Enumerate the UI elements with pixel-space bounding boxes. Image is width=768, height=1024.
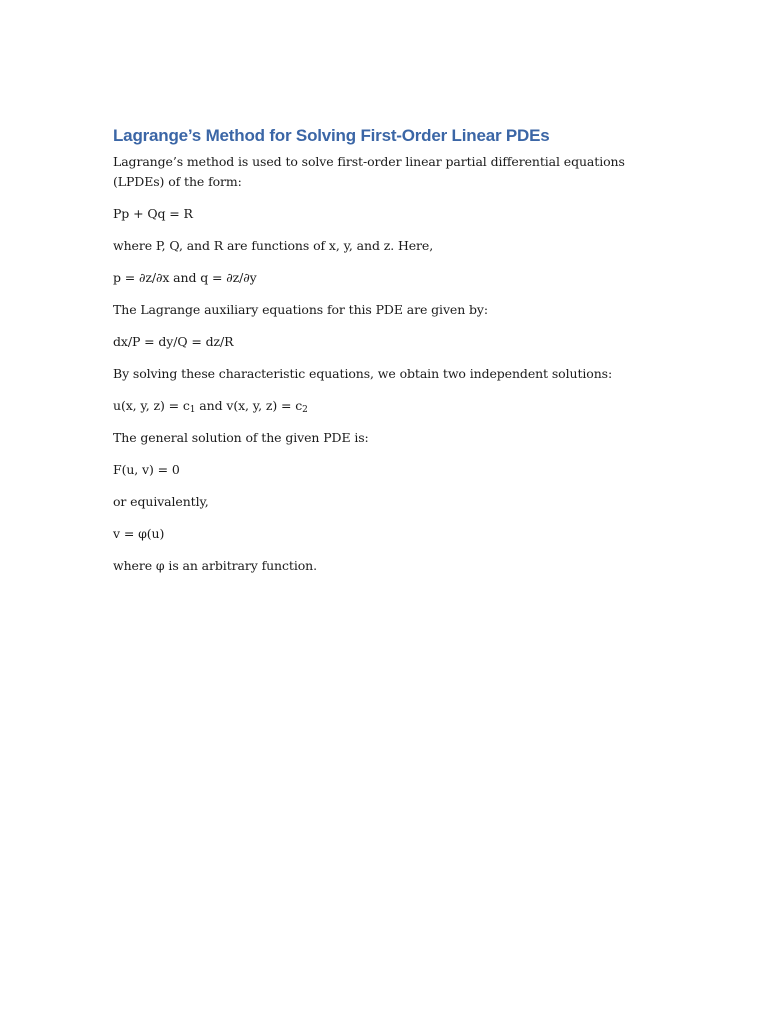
intro-paragraph: Lagrange’s method is used to solve first-order linear partial differential equations (LPDEs) of the form: [113,154,625,189]
equation-form: Pp + Qq = R [113,206,193,221]
v-solution: v(x, y, z) = c [226,398,303,413]
solution-connector: and [195,398,227,413]
where-functions-paragraph: where P, Q, and R are functions of x, y, and z. Here, [113,238,434,253]
closing-paragraph: where φ is an arbitrary function. [113,558,317,573]
solving-intro-paragraph: By solving these characteristic equations, we obtain two independent solutions: [113,366,613,381]
document-title: Lagrange’s Method for Solving First-Order Linear PDEs [113,126,550,145]
equivalently-paragraph: or equivalently, [113,494,209,509]
auxiliary-intro-paragraph: The Lagrange auxiliary equations for this PDE are given by: [113,302,489,317]
general-solution: F(u, v) = 0 [113,462,180,477]
u-solution: u(x, y, z) = c [113,398,190,413]
alternative-solution: v = φ(u) [113,526,165,541]
document-body [113,125,658,588]
partials-definition: p = ∂z/∂x and q = ∂z/∂y [113,270,257,285]
general-intro-paragraph: The general solution of the given PDE is: [113,430,369,445]
v-subscript: 2 [302,405,308,415]
independent-solutions [113,396,658,416]
u-subscript: 1 [189,405,196,415]
auxiliary-equations: dx/P = dy/Q = dz/R [113,334,234,349]
